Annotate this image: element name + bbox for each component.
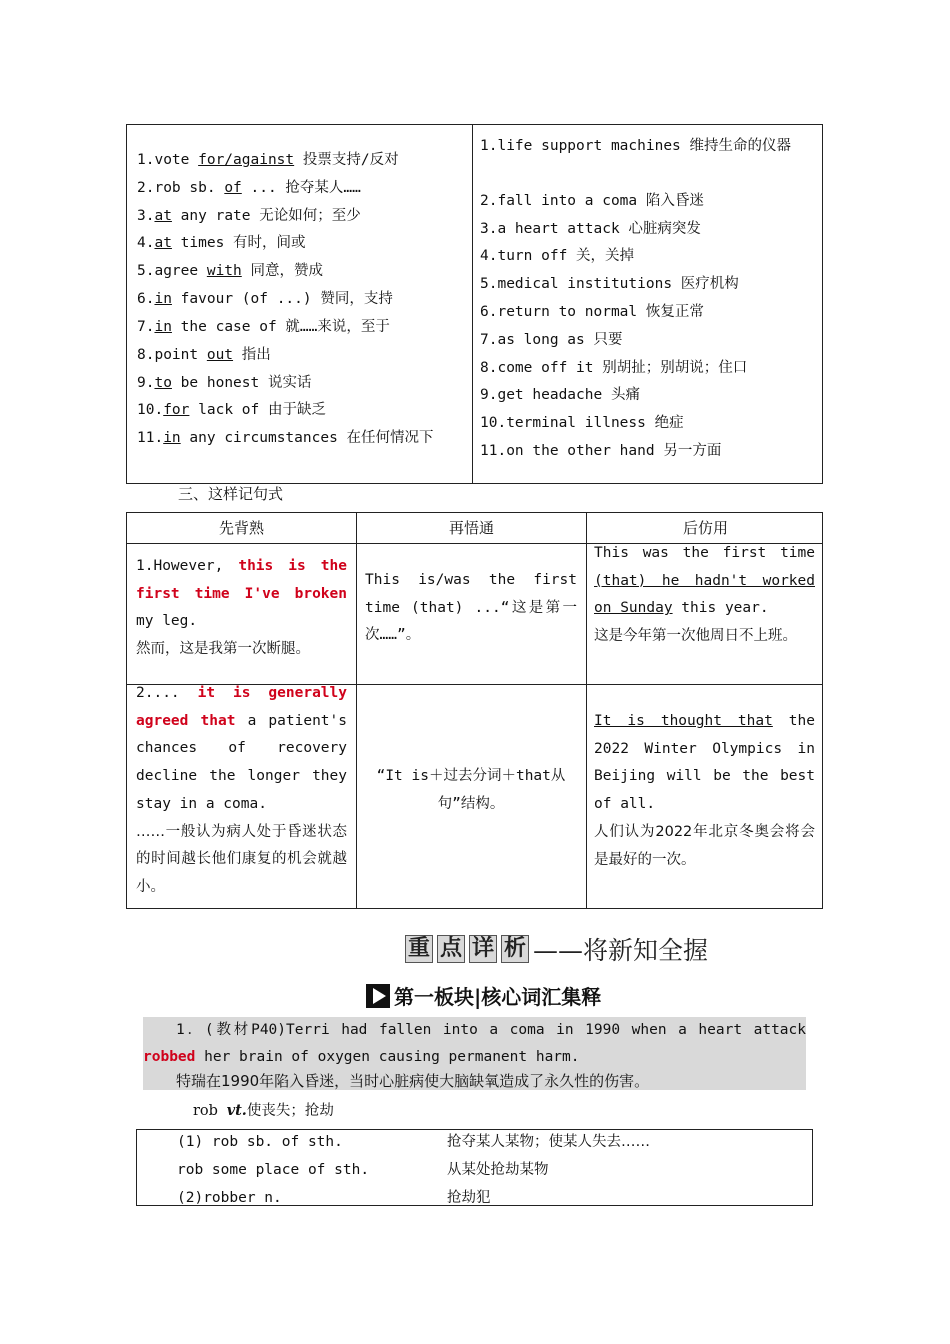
phrase-item: 8.point out 指出 — [137, 347, 271, 363]
phrase-item: 7.as long as 只要 — [480, 332, 623, 348]
phrase-item: 10.for lack of 由于缺乏 — [137, 402, 326, 418]
sentence-table — [126, 512, 823, 909]
phrase-item: 3.at any rate 无论如何；至少 — [137, 208, 361, 224]
phrase-item: 3.a heart attack 心脏病突发 — [480, 221, 701, 237]
word-definition: rob vt.使丧失；抢劫 — [193, 1102, 334, 1119]
row1-memorize: 1.However, this is the first time I've broken my leg. 然而，这是我第一次断腿。 — [136, 558, 347, 658]
phrase-item: 6.in favour (of ...) 赞同，支持 — [137, 291, 393, 307]
header-imitate: 后仿用 — [682, 519, 728, 537]
section-title: 三、这样记句式 — [178, 485, 284, 503]
phrase-item: 5.medical institutions 医疗机构 — [480, 276, 739, 292]
phrase-item: 4.turn off 关，关掉 — [480, 248, 635, 264]
usage-meaning: 抢夺某人某物；使某人失去…… — [447, 1134, 650, 1150]
phrase-item: 9.get headache 头痛 — [480, 387, 640, 403]
phrase-item: 8.come off it 别胡扯；别胡说；住口 — [480, 360, 748, 376]
phrase-item: 7.in the case of 就……来说，至于 — [137, 319, 390, 335]
section-banner — [405, 934, 708, 968]
phrase-item: 9.to be honest 说实话 — [137, 375, 312, 391]
phrase-item: 11.in any circumstances 在任何情况下 — [137, 430, 434, 446]
phrase-column-right — [472, 125, 822, 483]
row2-understand: “It is＋过去分词＋that从句”结构。 — [376, 768, 566, 812]
play-icon — [366, 984, 390, 1008]
banner-char: 详 — [469, 935, 497, 963]
banner-char: 析 — [501, 935, 529, 963]
usage-phrase: rob some place of sth. — [177, 1162, 370, 1178]
phrase-item: 2.fall into a coma 陷入昏迷 — [480, 193, 704, 209]
phrase-item: 10.terminal illness 绝症 — [480, 415, 684, 431]
usage-phrase: (1) rob sb. of sth. — [177, 1134, 343, 1150]
phrase-item: 4.at times 有时，间或 — [137, 235, 306, 251]
phrase-item: 5.agree with 同意，赞成 — [137, 263, 323, 279]
banner-tail: ——将新知全握 — [533, 936, 709, 965]
usage-meaning: 抢劫犯 — [447, 1190, 491, 1206]
banner-char: 重 — [405, 935, 433, 963]
header-memorize: 先背熟 — [218, 519, 264, 537]
rob-usage-table — [136, 1129, 813, 1206]
phrase-item: 2.rob sb. of ... 抢夺某人…… — [137, 180, 361, 196]
banner-char: 点 — [437, 935, 465, 963]
phrase-item: 1.life support machines 维持生命的仪器 — [480, 138, 792, 154]
row1-understand: This is/was the first time (that) ...“这是第一次……”。 — [365, 572, 577, 644]
header-understand: 再悟通 — [448, 519, 494, 537]
phrase-item: 6.return to normal 恢复正常 — [480, 304, 704, 320]
phrase-item: 1.vote for/against 投票支持/反对 — [137, 152, 399, 168]
phrase-item: 11.on the other hand 另一方面 — [480, 443, 722, 459]
usage-meaning: 从某处抢劫某物 — [447, 1162, 549, 1178]
phrase-column-left — [127, 125, 473, 483]
row2-imitate: It is thought that the 2022 Winter Olympics in Beijing will be the best of all. 人们认为2022年北京冬奥会将会是最好的一次。 — [594, 713, 815, 868]
example-sentence: 1．(教材P40)Terri had fallen into a coma in 1990 when a heart attack robbed her brain of oxygen causing permanent harm. — [143, 1022, 806, 1065]
usage-phrase: (2)robber n. — [177, 1190, 282, 1206]
row1-imitate: This was the first time (that) he hadn't worked on Sunday this year. 这是今年第一次他周日不上班。 — [594, 545, 815, 645]
row2-memorize: 2.... it is generally agreed that a patient's chances of recovery decline the longer they stay in a coma. ……一般认为病人处于昏迷状态的时间越长他们康复的机会就越小。 — [136, 685, 347, 895]
example-block — [143, 1017, 806, 1090]
example-translation: 特瑞在1990年陷入昏迷，当时心脏病使大脑缺氧造成了永久性的伤害。 — [176, 1072, 650, 1090]
block-title: 第一板块|核心词汇集释 — [366, 983, 601, 1011]
phrase-table — [126, 124, 823, 484]
